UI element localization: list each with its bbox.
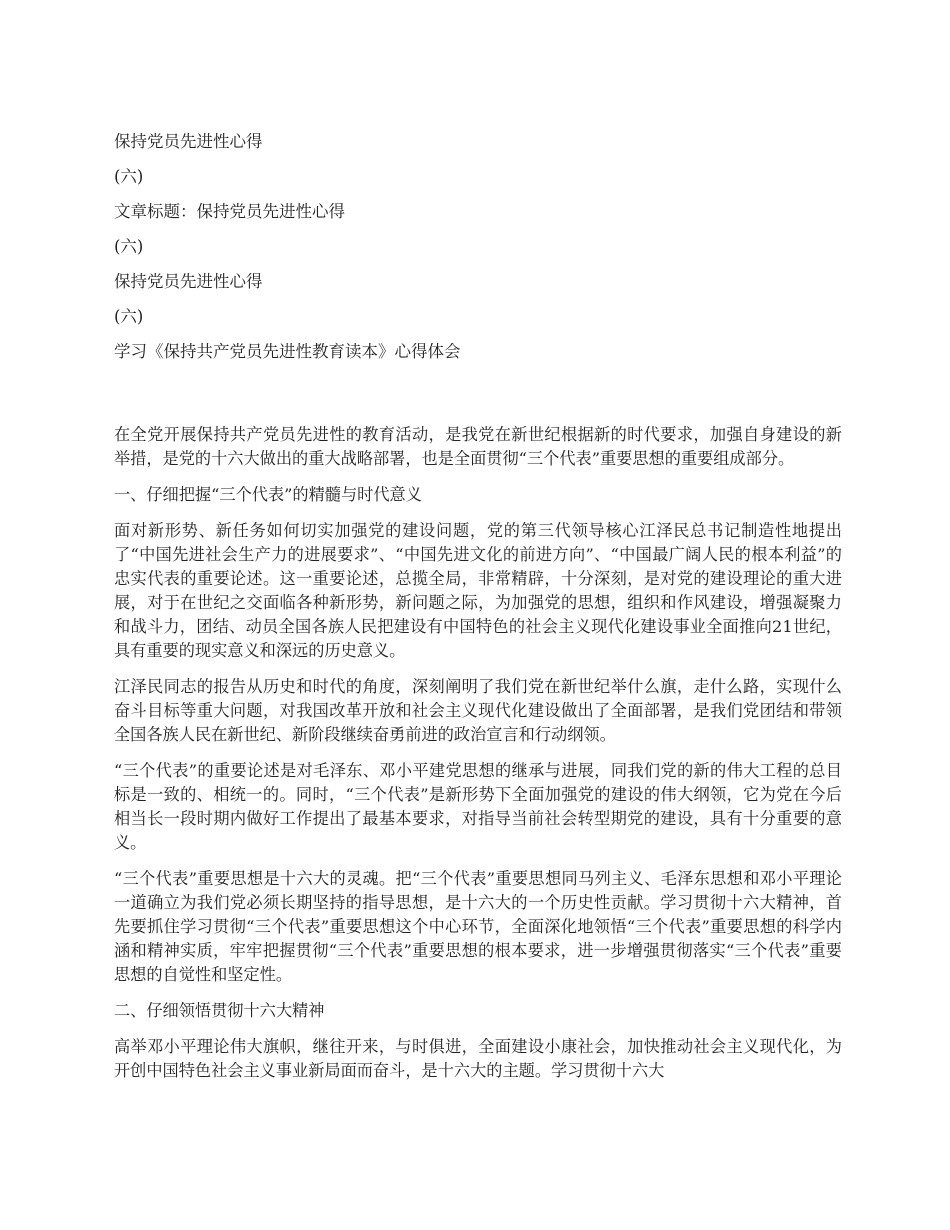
title-number: (六) [114, 307, 144, 326]
section-spacer [114, 369, 842, 423]
document-body [114, 423, 842, 1083]
body-paragraph: “三个代表”的重要论述是对毛泽东、邓小平建党思想的继承与进展，同我们党的新的伟大工程的总目标是一致的、相统一的。同时，“三个代表”是新形势下全面加强党的建设的伟大纲领，它为党在今后相当长一段时期内做好工作提出了最基本要求，对指导当前社会转型期党的建设，具有十分重要的意义。 [114, 761, 842, 852]
title-number: (六) [114, 167, 144, 186]
body-paragraph: “三个代表”重要思想是十六大的灵魂。把“三个代表”重要思想同马列主义、毛泽东思想和邓小平理论一道确立为我们党必须长期坚持的指导思想，是十六大的一个历史性贡献。学习贯彻十六大精神，首先要抓住学习贯彻“三个代表”重要思想这个中心环节，全面深化地领悟“三个代表”重要思想的科学内涵和精神实质，牢牢把握贯彻“三个代表”重要思想的根本要求，进一步增强贯彻落实“三个代表”重要思想的自觉性和坚定性。 [114, 869, 842, 984]
document-page [114, 124, 842, 1095]
section-heading: 一、仔细把握“三个代表”的精髓与时代意义 [114, 485, 422, 504]
body-paragraph: 江泽民同志的报告从历史和时代的角度，深刻阐明了我们党在新世纪举什么旗，走什么路，实现什么奋斗目标等重大问题，对我国改革开放和社会主义现代化建设做出了全面部署，是我们党团结和带领全国各族人民在新世纪、新阶段继续奋勇前进的政治宣言和行动纲领。 [114, 677, 842, 744]
document-title: 保持党员先进性心得 [114, 132, 263, 151]
body-paragraph: 在全党开展保持共产党员先进性的教育活动，是我党在新世纪根据新的时代要求，加强自身建设的新举措，是党的十六大做出的重大战略部署，也是全面贯彻“三个代表”重要思想的重要组成部分。 [114, 425, 842, 468]
article-title-label: 文章标题：保持党员先进性心得 [114, 202, 345, 221]
title-block [114, 124, 842, 369]
document-subtitle: 学习《保持共产党员先进性教育读本》心得体会 [114, 342, 461, 361]
body-paragraph: 高举邓小平理论伟大旗帜，继往开来，与时俱进，全面建设小康社会，加快推动社会主义现代化，为开创中国特色社会主义事业新局面而奋斗，是十六大的主题。学习贯彻十六大 [114, 1037, 842, 1080]
section-heading: 二、仔细领悟贯彻十六大精神 [114, 1001, 325, 1020]
title-number: (六) [114, 237, 144, 256]
document-title-repeat: 保持党员先进性心得 [114, 272, 263, 291]
body-paragraph: 面对新形势、新任务如何切实加强党的建设问题，党的第三代领导核心江泽民总书记制造性地提出了“中国先进社会生产力的进展要求”、“中国先进文化的前进方向”、“中国最广阔人民的根本利益”的忠实代表的重要论述。这一重要论述，总揽全局，非常精辟，十分深刻，是对党的建设理论的重大进展，对于在世纪之交面临各种新形势，新问题之际，为加强党的思想，组织和作风建设，增强凝聚力和战斗力，团结、动员全国各族人民把建设有中国特色的社会主义现代化建设事业全面推向21世纪，具有重要的现实意义和深远的历史意义。 [114, 521, 842, 660]
